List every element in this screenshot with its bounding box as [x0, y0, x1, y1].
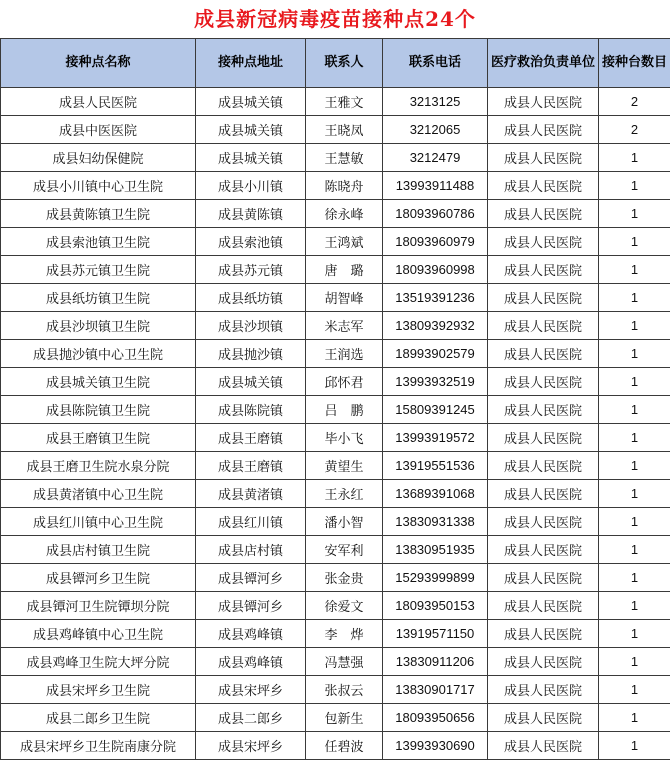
- site-address-cell: 成县宋坪乡: [196, 732, 306, 760]
- site-name-cell: 成县鸡峰卫生院大坪分院: [1, 648, 196, 676]
- header-site-address: 接种点地址: [196, 39, 306, 88]
- station-count-cell: 1: [599, 424, 670, 452]
- phone-cell: 13993930690: [383, 732, 488, 760]
- medical-unit-cell: 成县人民医院: [488, 396, 599, 424]
- site-name-cell: 成县镡河乡卫生院: [1, 564, 196, 592]
- station-count-cell: 1: [599, 480, 670, 508]
- phone-cell: 13830931338: [383, 508, 488, 536]
- station-count-cell: 1: [599, 312, 670, 340]
- medical-unit-cell: 成县人民医院: [488, 368, 599, 396]
- medical-unit-cell: 成县人民医院: [488, 312, 599, 340]
- phone-cell: 13993932519: [383, 368, 488, 396]
- header-row: [1, 39, 670, 88]
- site-name-cell: 成县抛沙镇中心卫生院: [1, 340, 196, 368]
- site-name-cell: 成县鸡峰镇中心卫生院: [1, 620, 196, 648]
- contact-cell: 唐 璐: [306, 256, 383, 284]
- table-row: [1, 312, 670, 340]
- header-contact: 联系人: [306, 39, 383, 88]
- contact-cell: 冯慧强: [306, 648, 383, 676]
- medical-unit-cell: 成县人民医院: [488, 424, 599, 452]
- site-address-cell: 成县店村镇: [196, 536, 306, 564]
- phone-cell: 18093960998: [383, 256, 488, 284]
- phone-cell: 13830951935: [383, 536, 488, 564]
- site-name-cell: 成县苏元镇卫生院: [1, 256, 196, 284]
- contact-cell: 邱怀君: [306, 368, 383, 396]
- table-row: [1, 88, 670, 116]
- site-name-cell: 成县红川镇中心卫生院: [1, 508, 196, 536]
- contact-cell: 任碧波: [306, 732, 383, 760]
- site-address-cell: 成县索池镇: [196, 228, 306, 256]
- site-address-cell: 成县苏元镇: [196, 256, 306, 284]
- contact-cell: 张叔云: [306, 676, 383, 704]
- site-address-cell: 成县鸡峰镇: [196, 648, 306, 676]
- table-body: [1, 88, 670, 760]
- medical-unit-cell: 成县人民医院: [488, 200, 599, 228]
- station-count-cell: 1: [599, 396, 670, 424]
- site-name-cell: 成县宋坪乡卫生院南康分院: [1, 732, 196, 760]
- phone-cell: 13993911488: [383, 172, 488, 200]
- table-row: [1, 256, 670, 284]
- table-row: [1, 200, 670, 228]
- site-name-cell: 成县王磨镇卫生院: [1, 424, 196, 452]
- site-name-cell: 成县宋坪乡卫生院: [1, 676, 196, 704]
- phone-cell: 13689391068: [383, 480, 488, 508]
- phone-cell: 15809391245: [383, 396, 488, 424]
- medical-unit-cell: 成县人民医院: [488, 648, 599, 676]
- station-count-cell: 1: [599, 284, 670, 312]
- table-row: [1, 536, 670, 564]
- contact-cell: 毕小飞: [306, 424, 383, 452]
- medical-unit-cell: 成县人民医院: [488, 732, 599, 760]
- header-phone: 联系电话: [383, 39, 488, 88]
- phone-cell: 15293999899: [383, 564, 488, 592]
- site-address-cell: 成县鸡峰镇: [196, 620, 306, 648]
- site-name-cell: 成县店村镇卫生院: [1, 536, 196, 564]
- station-count-cell: 1: [599, 564, 670, 592]
- medical-unit-cell: 成县人民医院: [488, 536, 599, 564]
- medical-unit-cell: 成县人民医院: [488, 144, 599, 172]
- contact-cell: 王永红: [306, 480, 383, 508]
- site-address-cell: 成县抛沙镇: [196, 340, 306, 368]
- table-row: [1, 284, 670, 312]
- medical-unit-cell: 成县人民医院: [488, 704, 599, 732]
- page-title: 成县新冠病毒疫苗接种点24个: [194, 7, 476, 31]
- station-count-cell: 1: [599, 172, 670, 200]
- site-name-cell: 成县沙坝镇卫生院: [1, 312, 196, 340]
- medical-unit-cell: 成县人民医院: [488, 592, 599, 620]
- phone-cell: 13993919572: [383, 424, 488, 452]
- site-address-cell: 成县陈院镇: [196, 396, 306, 424]
- station-count-cell: 1: [599, 592, 670, 620]
- site-name-cell: 成县二郎乡卫生院: [1, 704, 196, 732]
- contact-cell: 张金贵: [306, 564, 383, 592]
- table-row: [1, 676, 670, 704]
- medical-unit-cell: 成县人民医院: [488, 256, 599, 284]
- contact-cell: 王润选: [306, 340, 383, 368]
- station-count-cell: 1: [599, 144, 670, 172]
- station-count-cell: 1: [599, 536, 670, 564]
- medical-unit-cell: 成县人民医院: [488, 620, 599, 648]
- station-count-cell: 1: [599, 508, 670, 536]
- table-row: [1, 592, 670, 620]
- table-row: [1, 340, 670, 368]
- contact-cell: 陈晓舟: [306, 172, 383, 200]
- phone-cell: 3212479: [383, 144, 488, 172]
- site-address-cell: 成县黄陈镇: [196, 200, 306, 228]
- phone-cell: 3212065: [383, 116, 488, 144]
- phone-cell: 13830911206: [383, 648, 488, 676]
- site-name-cell: 成县黄陈镇卫生院: [1, 200, 196, 228]
- contact-cell: 黄望生: [306, 452, 383, 480]
- table-row: [1, 704, 670, 732]
- medical-unit-cell: 成县人民医院: [488, 480, 599, 508]
- contact-cell: 胡智峰: [306, 284, 383, 312]
- station-count-cell: 2: [599, 116, 670, 144]
- site-address-cell: 成县城关镇: [196, 368, 306, 396]
- contact-cell: 吕 鹏: [306, 396, 383, 424]
- phone-cell: 13919551536: [383, 452, 488, 480]
- table-row: [1, 172, 670, 200]
- site-address-cell: 成县城关镇: [196, 116, 306, 144]
- station-count-cell: 1: [599, 704, 670, 732]
- station-count-cell: 2: [599, 88, 670, 116]
- contact-cell: 王鸿斌: [306, 228, 383, 256]
- medical-unit-cell: 成县人民医院: [488, 284, 599, 312]
- medical-unit-cell: 成县人民医院: [488, 508, 599, 536]
- site-address-cell: 成县王磨镇: [196, 452, 306, 480]
- contact-cell: 徐永峰: [306, 200, 383, 228]
- site-address-cell: 成县城关镇: [196, 144, 306, 172]
- contact-cell: 徐爱文: [306, 592, 383, 620]
- contact-cell: 安军利: [306, 536, 383, 564]
- contact-cell: 王雅文: [306, 88, 383, 116]
- medical-unit-cell: 成县人民医院: [488, 228, 599, 256]
- station-count-cell: 1: [599, 732, 670, 760]
- medical-unit-cell: 成县人民医院: [488, 116, 599, 144]
- phone-cell: 13919571150: [383, 620, 488, 648]
- site-name-cell: 成县中医医院: [1, 116, 196, 144]
- station-count-cell: 1: [599, 228, 670, 256]
- station-count-cell: 1: [599, 676, 670, 704]
- site-address-cell: 成县小川镇: [196, 172, 306, 200]
- site-name-cell: 成县镡河卫生院镡坝分院: [1, 592, 196, 620]
- phone-cell: 18093950656: [383, 704, 488, 732]
- site-address-cell: 成县镡河乡: [196, 564, 306, 592]
- station-count-cell: 1: [599, 620, 670, 648]
- contact-cell: 米志军: [306, 312, 383, 340]
- phone-cell: 18093960786: [383, 200, 488, 228]
- site-name-cell: 成县小川镇中心卫生院: [1, 172, 196, 200]
- header-medical-unit: 医疗救治负责单位: [488, 39, 599, 88]
- phone-cell: 18093960979: [383, 228, 488, 256]
- site-name-cell: 成县纸坊镇卫生院: [1, 284, 196, 312]
- phone-cell: 13809392932: [383, 312, 488, 340]
- table-row: [1, 480, 670, 508]
- phone-cell: 18093950153: [383, 592, 488, 620]
- site-address-cell: 成县宋坪乡: [196, 676, 306, 704]
- header-station-count: 接种台数目: [599, 39, 670, 88]
- table-row: [1, 396, 670, 424]
- contact-cell: 潘小智: [306, 508, 383, 536]
- contact-cell: 王慧敏: [306, 144, 383, 172]
- site-name-cell: 成县陈院镇卫生院: [1, 396, 196, 424]
- table-row: [1, 648, 670, 676]
- station-count-cell: 1: [599, 340, 670, 368]
- medical-unit-cell: 成县人民医院: [488, 676, 599, 704]
- phone-cell: 18993902579: [383, 340, 488, 368]
- table-row: [1, 508, 670, 536]
- station-count-cell: 1: [599, 648, 670, 676]
- station-count-cell: 1: [599, 368, 670, 396]
- table-row: [1, 452, 670, 480]
- table-row: [1, 228, 670, 256]
- table-row: [1, 144, 670, 172]
- phone-cell: 3213125: [383, 88, 488, 116]
- header-site-name: 接种点名称: [1, 39, 196, 88]
- site-name-cell: 成县王磨卫生院水泉分院: [1, 452, 196, 480]
- site-address-cell: 成县王磨镇: [196, 424, 306, 452]
- phone-cell: 13519391236: [383, 284, 488, 312]
- station-count-cell: 1: [599, 200, 670, 228]
- site-name-cell: 成县妇幼保健院: [1, 144, 196, 172]
- table-row: [1, 116, 670, 144]
- site-name-cell: 成县索池镇卫生院: [1, 228, 196, 256]
- contact-cell: 李 烨: [306, 620, 383, 648]
- site-address-cell: 成县城关镇: [196, 88, 306, 116]
- contact-cell: 包新生: [306, 704, 383, 732]
- medical-unit-cell: 成县人民医院: [488, 172, 599, 200]
- site-address-cell: 成县镡河乡: [196, 592, 306, 620]
- site-address-cell: 成县红川镇: [196, 508, 306, 536]
- site-address-cell: 成县二郎乡: [196, 704, 306, 732]
- table-row: [1, 564, 670, 592]
- station-count-cell: 1: [599, 452, 670, 480]
- medical-unit-cell: 成县人民医院: [488, 88, 599, 116]
- table-row: [1, 620, 670, 648]
- vaccination-sites-table: [0, 38, 670, 760]
- site-address-cell: 成县沙坝镇: [196, 312, 306, 340]
- table-row: [1, 732, 670, 760]
- site-address-cell: 成县纸坊镇: [196, 284, 306, 312]
- site-name-cell: 成县黄渚镇中心卫生院: [1, 480, 196, 508]
- medical-unit-cell: 成县人民医院: [488, 564, 599, 592]
- site-name-cell: 成县城关镇卫生院: [1, 368, 196, 396]
- station-count-cell: 1: [599, 256, 670, 284]
- medical-unit-cell: 成县人民医院: [488, 452, 599, 480]
- table-row: [1, 368, 670, 396]
- medical-unit-cell: 成县人民医院: [488, 340, 599, 368]
- site-name-cell: 成县人民医院: [1, 88, 196, 116]
- table-row: [1, 424, 670, 452]
- contact-cell: 王晓凤: [306, 116, 383, 144]
- site-address-cell: 成县黄渚镇: [196, 480, 306, 508]
- phone-cell: 13830901717: [383, 676, 488, 704]
